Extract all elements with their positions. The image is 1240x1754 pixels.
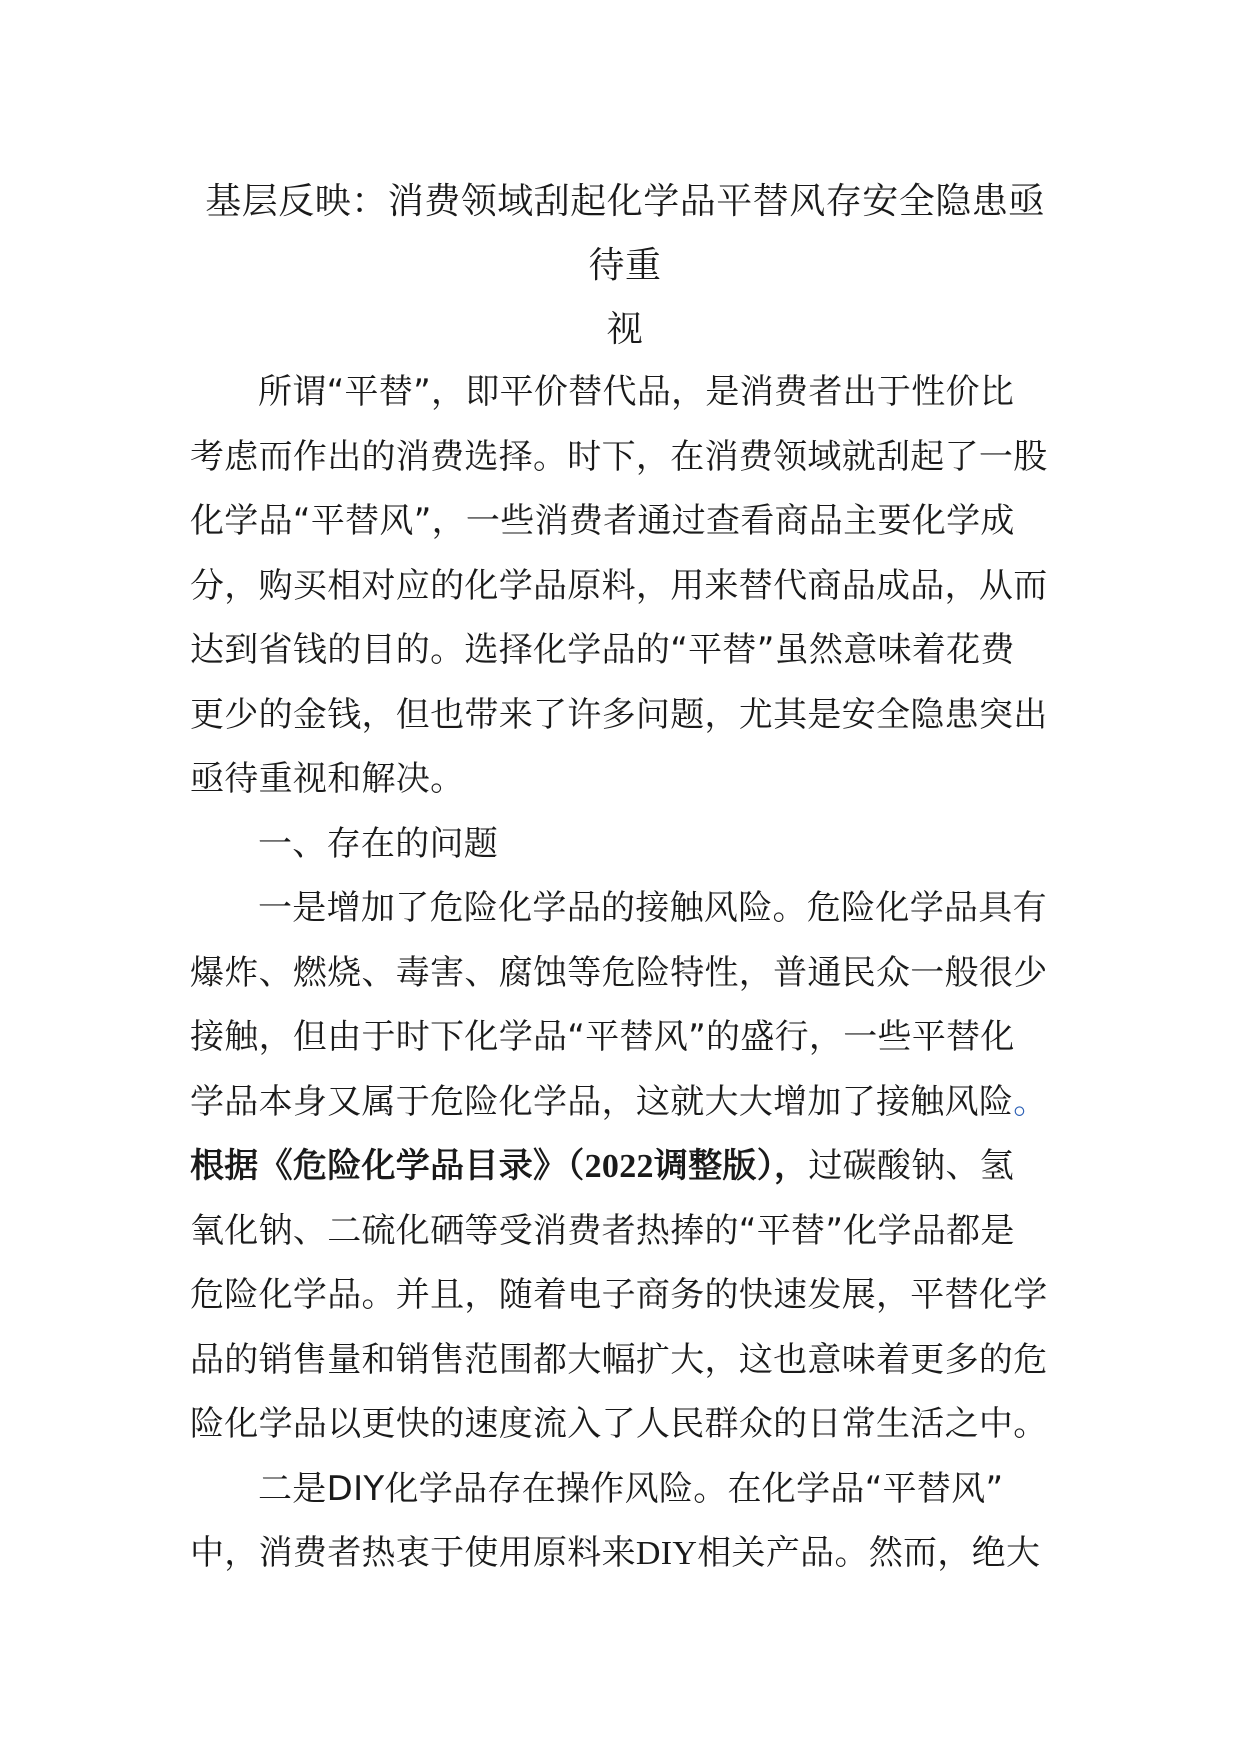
body-line-text: 相关产品。然而，绝大 bbox=[697, 1533, 1041, 1573]
section-heading: 一、存在的问题 bbox=[258, 823, 499, 864]
bold-reference-end: 调整版）， bbox=[653, 1146, 809, 1186]
body-line: 氧化钠、二硫化硒等受消费者热捧的“平替”化学品都是 bbox=[190, 1210, 1015, 1251]
body-line-diy: DIY bbox=[635, 1535, 698, 1572]
body-line-text: 二是 bbox=[258, 1468, 327, 1509]
body-line bbox=[190, 1521, 1060, 1586]
body-line: 所谓“平替”，即平价替代品，是消费者出于性价比 bbox=[258, 372, 1015, 412]
blue-period: 。 bbox=[1013, 1081, 1048, 1122]
body-line: 亟待重视和解决。 bbox=[190, 759, 465, 799]
body-line: 险化学品以更快的速度流入了人民群众的日常生活之中。 bbox=[190, 1404, 1048, 1444]
bold-reference: 根据《危险化学品目录》（ bbox=[190, 1146, 585, 1186]
body-line: 分，购买相对应的化学品原料，用来替代商品成品，从而 bbox=[190, 565, 1048, 606]
body-line: 达到省钱的目的。选择化学品的“平替”虽然意味着花费 bbox=[190, 630, 1015, 670]
body-line-text: 学品本身又属于危险化学品，这就大大增加了接触风险 bbox=[190, 1081, 1014, 1122]
document-title bbox=[190, 170, 1060, 362]
title-line-1: 基层反映：消费领域刮起化学品平替风存安全隐患亟待重 bbox=[205, 181, 1045, 286]
body-line: 品的销售量和销售范围都大幅扩大，这也意味着更多的危 bbox=[190, 1339, 1048, 1380]
body-line: 接触，但由于时下化学品“平替风”的盛行，一些平替化 bbox=[190, 1017, 1015, 1057]
body-line-text: 化学品存在操作风险。在化学品“平替风” bbox=[384, 1468, 1004, 1509]
body-line bbox=[190, 1070, 1060, 1135]
document-body bbox=[190, 360, 1060, 1586]
body-line-text: 过碳酸钠、氢 bbox=[808, 1146, 1015, 1186]
body-line-text: 中，消费者热衷于使用原料来 bbox=[190, 1533, 636, 1573]
body-line: 考虑而作出的消费选择。时下，在消费领域就刮起了一股 bbox=[190, 436, 1048, 477]
body-line: 爆炸、燃烧、毒害、腐蚀等危险特性，普通民众一般很少 bbox=[190, 952, 1048, 993]
body-line: 危险化学品。并且，随着电子商务的快速发展，平替化学 bbox=[190, 1275, 1048, 1315]
body-line bbox=[190, 1134, 1060, 1199]
body-line: 更少的金钱，但也带来了许多问题，尤其是安全隐患突出 bbox=[190, 694, 1048, 735]
body-line-diy: DIY bbox=[326, 1468, 385, 1509]
body-line bbox=[190, 1457, 1060, 1522]
body-line: 化学品“平替风”，一些消费者通过查看商品主要化学成 bbox=[190, 501, 1015, 541]
body-line: 一是增加了危险化学品的接触风险。危险化学品具有 bbox=[258, 888, 1047, 928]
bold-reference-year: 2022 bbox=[584, 1148, 654, 1185]
title-line-2: 视 bbox=[606, 309, 644, 350]
